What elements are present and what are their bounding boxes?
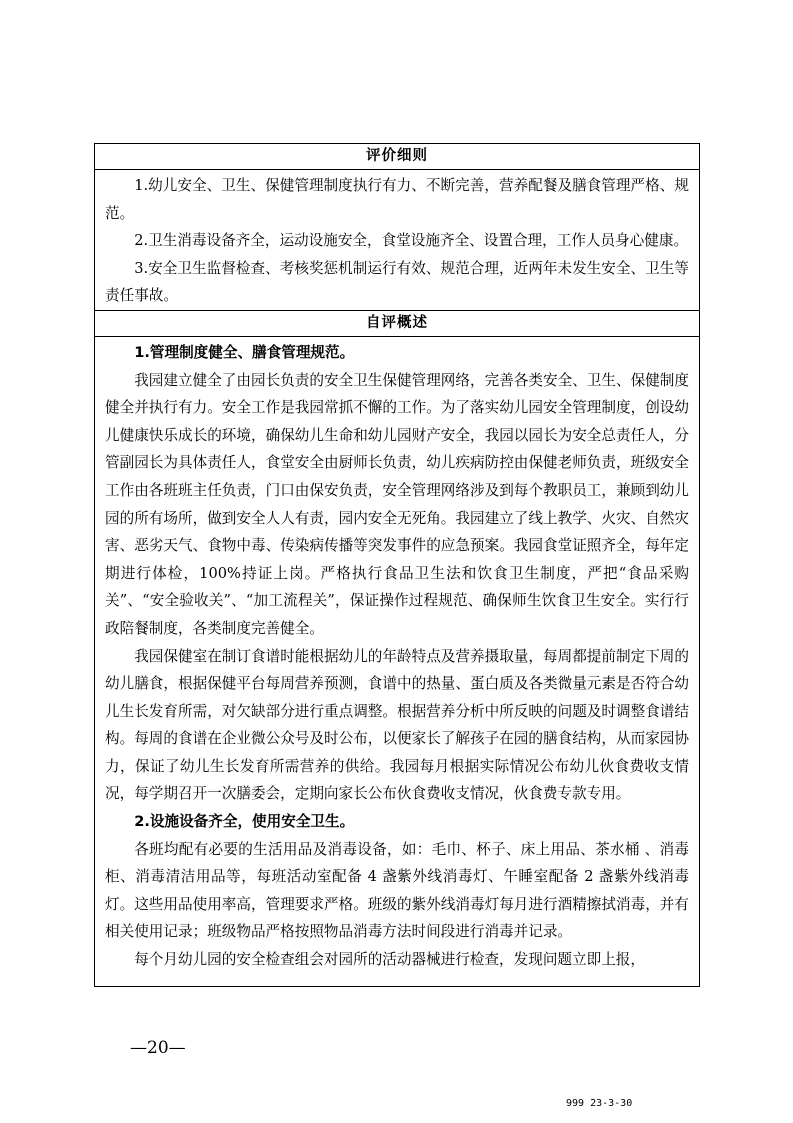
page-number: —20— — [130, 1038, 186, 1058]
criteria-body — [95, 170, 699, 310]
paragraph-inspection: 每个月幼儿园的安全检查组会对园所的活动器械进行检查，发现问题立即上报， — [134, 951, 645, 969]
criteria-item-1: 1.幼儿安全、卫生、保健管理制度执行有力、不断完善，营养配餐及膳食管理严格、规范。 — [105, 177, 689, 222]
self-assessment-body — [95, 337, 699, 974]
self-assessment-heading: 自评概述 — [95, 310, 699, 337]
subheading-management: 1.管理制度健全、膳食管理规范。 — [134, 343, 355, 361]
criteria-heading: 评价细则 — [95, 144, 699, 170]
print-stamp: 999 23-3-30 — [566, 1098, 633, 1109]
paragraph-safety-network: 我园建立健全了由园长负责的安全卫生保健管理网络，完善各类安全、卫生、保健制度健全并执行有力。安全工作是我园常抓不懈的工作。为了落实幼儿园安全管理制度，创设幼儿健康快乐成长的环境，确保幼儿生命和幼儿园财产安全，我园以园长为安全总责任人，分管副园长为具体责任人，食堂安全由厨师长负责，幼儿疾病防控由保健老师负责，班级安全工作由各班班主任负责，门口由保安负责，安全管理网络涉及到每个教职员工，兼顾到幼儿园的所有场所，做到安全人人有责，园内安全无死角。我园建立了线上教学、火灾、自然灾害、恶劣天气、食物中毒、传染病传播等突发事件的应急预案。我园食堂证照齐全，每年定期进行体检，100%持证上岗。严格执行食品卫生法和饮食卫生制度，严把“食品采购关”、“安全验收关”、“加工流程关”，保证操作过程规范、确保师生饮食卫生安全。实行行政陪餐制度，各类制度完善健全。 — [105, 371, 689, 637]
criteria-item-2: 2.卫生消毒设备齐全，运动设施安全，食堂设施齐全、设置合理，工作人员身心健康。 — [134, 232, 689, 250]
paragraph-nutrition: 我园保健室在制订食谱时能根据幼儿的年龄特点及营养摄取量，每周都提前制定下周的幼儿膳食，根据保健平台每周营养预测，食谱中的热量、蛋白质及各类微量元素是否符合幼儿生长发育所需，对欠缺部分进行重点调整。根据营养分析中所反映的问题及时调整食谱结构。每周的食谱在企业微公众号及时公布，以便家长了解孩子在园的膳食结构，从而家园协力，保证了幼儿生长发育所需营养的供给。我园每月根据实际情况公布幼儿伙食费收支情况，每学期召开一次膳委会，定期向家长公布伙食费收支情况，伙食费专款专用。 — [105, 647, 689, 803]
subheading-facilities: 2.设施设备齐全，使用安全卫生。 — [134, 813, 355, 831]
criteria-item-3: 3.安全卫生监督检查、考核奖惩机制运行有效、规范合理，近两年未发生安全、卫生等责任事故。 — [105, 259, 689, 305]
paragraph-disinfection: 各班均配有必要的生活用品及消毒设备，如：毛巾、杯子、床上用品、茶水桶 、消毒柜、消毒清洁用品等，每班活动室配备 4 盏紫外线消毒灯、午睡室配备 2 盏紫外线消毒灯。这些用品使用率高，管理要求严格。班级的紫外线消毒灯每月进行酒精擦拭消毒，并有相关使用记录；班级物品严格按照物品消毒方法时间段进行消毒并记录。 — [105, 840, 689, 941]
evaluation-table — [94, 143, 700, 987]
